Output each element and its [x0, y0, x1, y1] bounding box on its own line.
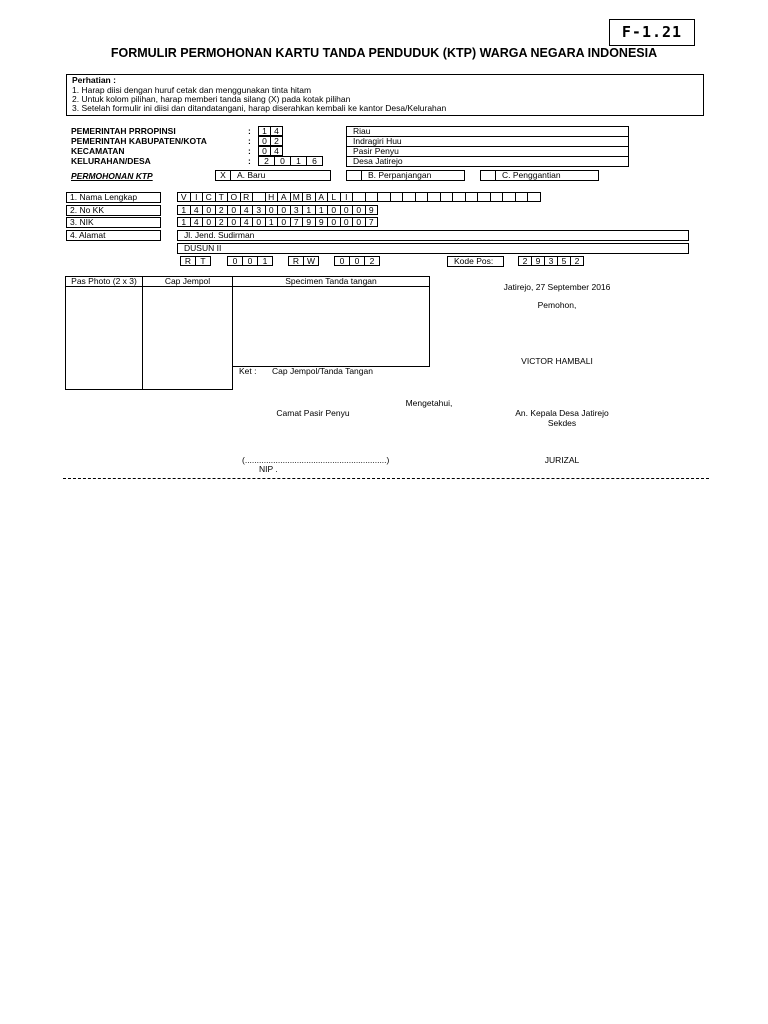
option-checkbox-penggantian[interactable]	[480, 170, 496, 181]
name-char-cell[interactable]	[515, 192, 529, 202]
name-char-cell[interactable]: L	[327, 192, 341, 202]
postal-digit-cell[interactable]: 3	[544, 256, 558, 266]
sekdes-label: Sekdes	[547, 418, 577, 428]
name-char-cell[interactable]: I	[190, 192, 204, 202]
kk-digit-cell[interactable]: 0	[277, 205, 291, 215]
applicant-name: VICTOR HAMBALI	[521, 356, 593, 366]
nik-digit-cells[interactable]	[177, 217, 378, 227]
kk-digit-cell[interactable]: 1	[302, 205, 316, 215]
kepala-label: An. Kepala Desa Jatirejo	[515, 408, 609, 418]
form-code-box	[609, 19, 695, 46]
notice-line-3: 3. Setelah formulir ini diisi dan ditandatangani, harap diserahkan kembali ke kantor Desa/Kelurahan	[72, 103, 447, 113]
postal-digit-cells[interactable]	[518, 256, 584, 266]
application-label: PERMOHONAN KTP	[71, 171, 153, 181]
kk-digit-cell[interactable]: 0	[352, 205, 366, 215]
camat-blank: (............................................................)	[242, 455, 390, 465]
rt-digit-cell[interactable]: 1	[257, 256, 273, 266]
form-code: F-1.21	[621, 23, 683, 41]
nik-label: 3. NIK	[66, 217, 161, 228]
option-mark: X	[220, 170, 226, 180]
kk-digit-cell[interactable]: 1	[315, 205, 329, 215]
kk-digit-cell[interactable]: 3	[290, 205, 304, 215]
district-name[interactable]: Pasir Penyu	[346, 146, 629, 157]
name-char-cell[interactable]	[527, 192, 541, 202]
name-char-cell[interactable]	[502, 192, 516, 202]
rt-label-cell: T	[195, 256, 211, 266]
name-char-cell[interactable]: I	[340, 192, 354, 202]
province-code[interactable]	[258, 126, 283, 136]
option-label: C. Penggantian	[502, 170, 561, 180]
rw-label-cells	[288, 256, 319, 266]
nik-digit-cell[interactable]: 9	[302, 217, 316, 227]
nik-digit-cell[interactable]: 0	[227, 217, 241, 227]
postal-label: Kode Pos:	[447, 256, 504, 267]
code-cell[interactable]: 1	[290, 156, 307, 166]
thumb-box[interactable]	[142, 276, 233, 390]
name-char-cell[interactable]: H	[265, 192, 279, 202]
postal-digit-cell[interactable]: 5	[557, 256, 571, 266]
kk-digit-cell[interactable]: 0	[327, 205, 341, 215]
name-char-cells[interactable]	[177, 192, 541, 202]
name-char-cell[interactable]	[427, 192, 441, 202]
kk-digit-cell[interactable]: 0	[340, 205, 354, 215]
rt-digit-cells[interactable]	[227, 256, 273, 266]
name-char-cell[interactable]: C	[202, 192, 216, 202]
kk-digit-cell[interactable]: 1	[177, 205, 191, 215]
nik-digit-cell[interactable]: 0	[340, 217, 354, 227]
cut-line	[63, 478, 709, 479]
district-code[interactable]	[258, 146, 283, 156]
name-char-cell[interactable]	[452, 192, 466, 202]
rt-label-cells	[180, 256, 211, 266]
notice-heading: Perhatian :	[72, 75, 116, 85]
nip-label: NIP .	[259, 464, 278, 474]
district-label: KECAMATAN	[71, 146, 125, 156]
name-label: 1. Nama Lengkap	[66, 192, 161, 203]
name-char-cell[interactable]: V	[177, 192, 191, 202]
page-title: FORMULIR PERMOHONAN KARTU TANDA PENDUDUK (KTP) WARGA NEGARA INDONESIA	[110, 46, 658, 60]
nik-digit-cell[interactable]: 1	[177, 217, 191, 227]
notice-line-1: 1. Harap diisi dengan huruf cetak dan menggunakan tinta hitam	[72, 85, 312, 95]
name-char-cell[interactable]	[252, 192, 266, 202]
regency-label: PEMERINTAH KABUPATEN/KOTA	[71, 136, 207, 146]
village-label: KELURAHAN/DESA	[71, 156, 151, 166]
option-label-box-penggantian[interactable]	[495, 170, 599, 181]
name-char-cell[interactable]	[440, 192, 454, 202]
name-char-cell[interactable]	[352, 192, 366, 202]
nik-digit-cell[interactable]: 7	[365, 217, 379, 227]
code-cell[interactable]: 4	[270, 146, 283, 156]
name-char-cell[interactable]	[365, 192, 379, 202]
name-char-cell[interactable]: B	[302, 192, 316, 202]
name-char-cell[interactable]	[490, 192, 504, 202]
kk-digit-cells[interactable]	[177, 205, 378, 215]
regency-code[interactable]	[258, 136, 283, 146]
kk-digit-cell[interactable]: 0	[202, 205, 216, 215]
postal-digit-cell[interactable]: 2	[518, 256, 532, 266]
address-label: 4. Alamat	[66, 230, 161, 241]
regency-name[interactable]: Indragiri Huu	[346, 136, 629, 147]
rw-digit-cells[interactable]	[334, 256, 380, 266]
code-cell[interactable]: 1	[258, 126, 271, 136]
rw-digit-cell[interactable]: 0	[334, 256, 350, 266]
name-char-cell[interactable]: T	[215, 192, 229, 202]
notice-line-2: 2. Untuk kolom pilihan, harap memberi tanda silang (X) pada kotak pilihan	[72, 94, 351, 104]
rw-digit-cell[interactable]: 2	[364, 256, 380, 266]
kk-digit-cell[interactable]: 9	[365, 205, 379, 215]
specimen-label: Specimen Tanda tangan	[233, 277, 429, 287]
nik-digit-cell[interactable]: 1	[265, 217, 279, 227]
kk-digit-cell[interactable]: 2	[215, 205, 229, 215]
notice-box	[66, 74, 704, 116]
rw-digit-cell[interactable]: 0	[349, 256, 365, 266]
rw-label-cell: W	[303, 256, 319, 266]
specimen-box[interactable]	[232, 276, 430, 367]
nik-digit-cell[interactable]: 7	[290, 217, 304, 227]
nik-digit-cell[interactable]: 4	[240, 217, 254, 227]
name-char-cell[interactable]	[402, 192, 416, 202]
applicant-label: Pemohon,	[537, 300, 577, 310]
name-char-cell[interactable]	[377, 192, 391, 202]
kk-digit-cell[interactable]: 0	[227, 205, 241, 215]
code-cell[interactable]: 2	[270, 136, 283, 146]
kk-digit-cell[interactable]: 4	[240, 205, 254, 215]
rt-label-cell: R	[180, 256, 196, 266]
option-label-box-baru[interactable]	[230, 170, 331, 181]
camat-label: Camat Pasir Penyu	[276, 408, 350, 418]
option-checkbox-baru[interactable]	[215, 170, 231, 181]
address-line-2[interactable]: DUSUN II	[177, 243, 689, 254]
name-char-cell[interactable]	[415, 192, 429, 202]
acknowledged-label: Mengetahui,	[405, 398, 453, 408]
nik-digit-cell[interactable]: 0	[277, 217, 291, 227]
address-line-1[interactable]: Jl. Jend. Sudirman	[177, 230, 689, 241]
rw-label-cell: R	[288, 256, 304, 266]
district-colon: :	[248, 146, 251, 156]
nik-digit-cell[interactable]: 9	[315, 217, 329, 227]
thumb-label: Cap Jempol	[143, 277, 232, 287]
option-checkbox-perpanjangan[interactable]	[346, 170, 362, 181]
nik-digit-cell[interactable]: 0	[202, 217, 216, 227]
nik-digit-cell[interactable]: 0	[352, 217, 366, 227]
name-char-cell[interactable]	[477, 192, 491, 202]
nik-digit-cell[interactable]: 4	[190, 217, 204, 227]
option-label: B. Perpanjangan	[368, 170, 432, 180]
name-char-cell[interactable]	[465, 192, 479, 202]
village-colon: :	[248, 156, 251, 166]
option-label: A. Baru	[237, 170, 266, 180]
nik-digit-cell[interactable]: 0	[327, 217, 341, 227]
province-colon: :	[248, 126, 251, 136]
code-cell[interactable]: 0	[258, 146, 271, 156]
name-char-cell[interactable]: A	[315, 192, 329, 202]
name-char-cell[interactable]: A	[277, 192, 291, 202]
kk-digit-cell[interactable]: 4	[190, 205, 204, 215]
nik-digit-cell[interactable]: 2	[215, 217, 229, 227]
province-label: PEMERINTAH PRROPINSI	[71, 126, 176, 136]
option-label-box-perpanjangan[interactable]	[361, 170, 465, 181]
name-char-cell[interactable]: R	[240, 192, 254, 202]
photo-box[interactable]	[65, 276, 143, 390]
place-date: Jatirejo, 27 September 2016	[503, 282, 611, 292]
rt-digit-cell[interactable]: 0	[227, 256, 243, 266]
kk-digit-cell[interactable]: 3	[252, 205, 266, 215]
village-name[interactable]: Desa Jatirejo	[346, 156, 629, 167]
code-cell[interactable]: 4	[270, 126, 283, 136]
name-char-cell[interactable]	[390, 192, 404, 202]
kk-label: 2. No KK	[66, 205, 161, 216]
photo-label: Pas Photo (2 x 3)	[66, 277, 142, 287]
ket-label: Ket :	[239, 366, 257, 376]
ket-text: Cap Jempol/Tanda Tangan	[272, 366, 373, 376]
kk-digit-cell[interactable]: 0	[265, 205, 279, 215]
sekdes-name: JURIZAL	[544, 455, 580, 465]
name-char-cell[interactable]: M	[290, 192, 304, 202]
nik-digit-cell[interactable]: 0	[252, 217, 266, 227]
postal-digit-cell[interactable]: 9	[531, 256, 545, 266]
code-cell[interactable]: 0	[258, 136, 271, 146]
code-cell[interactable]: 2	[258, 156, 275, 166]
code-cell[interactable]: 0	[274, 156, 291, 166]
province-name[interactable]: Riau	[346, 126, 629, 137]
village-code[interactable]	[258, 156, 323, 166]
rt-digit-cell[interactable]: 0	[242, 256, 258, 266]
code-cell[interactable]: 6	[306, 156, 323, 166]
regency-colon: :	[248, 136, 251, 146]
postal-digit-cell[interactable]: 2	[570, 256, 584, 266]
name-char-cell[interactable]: O	[227, 192, 241, 202]
